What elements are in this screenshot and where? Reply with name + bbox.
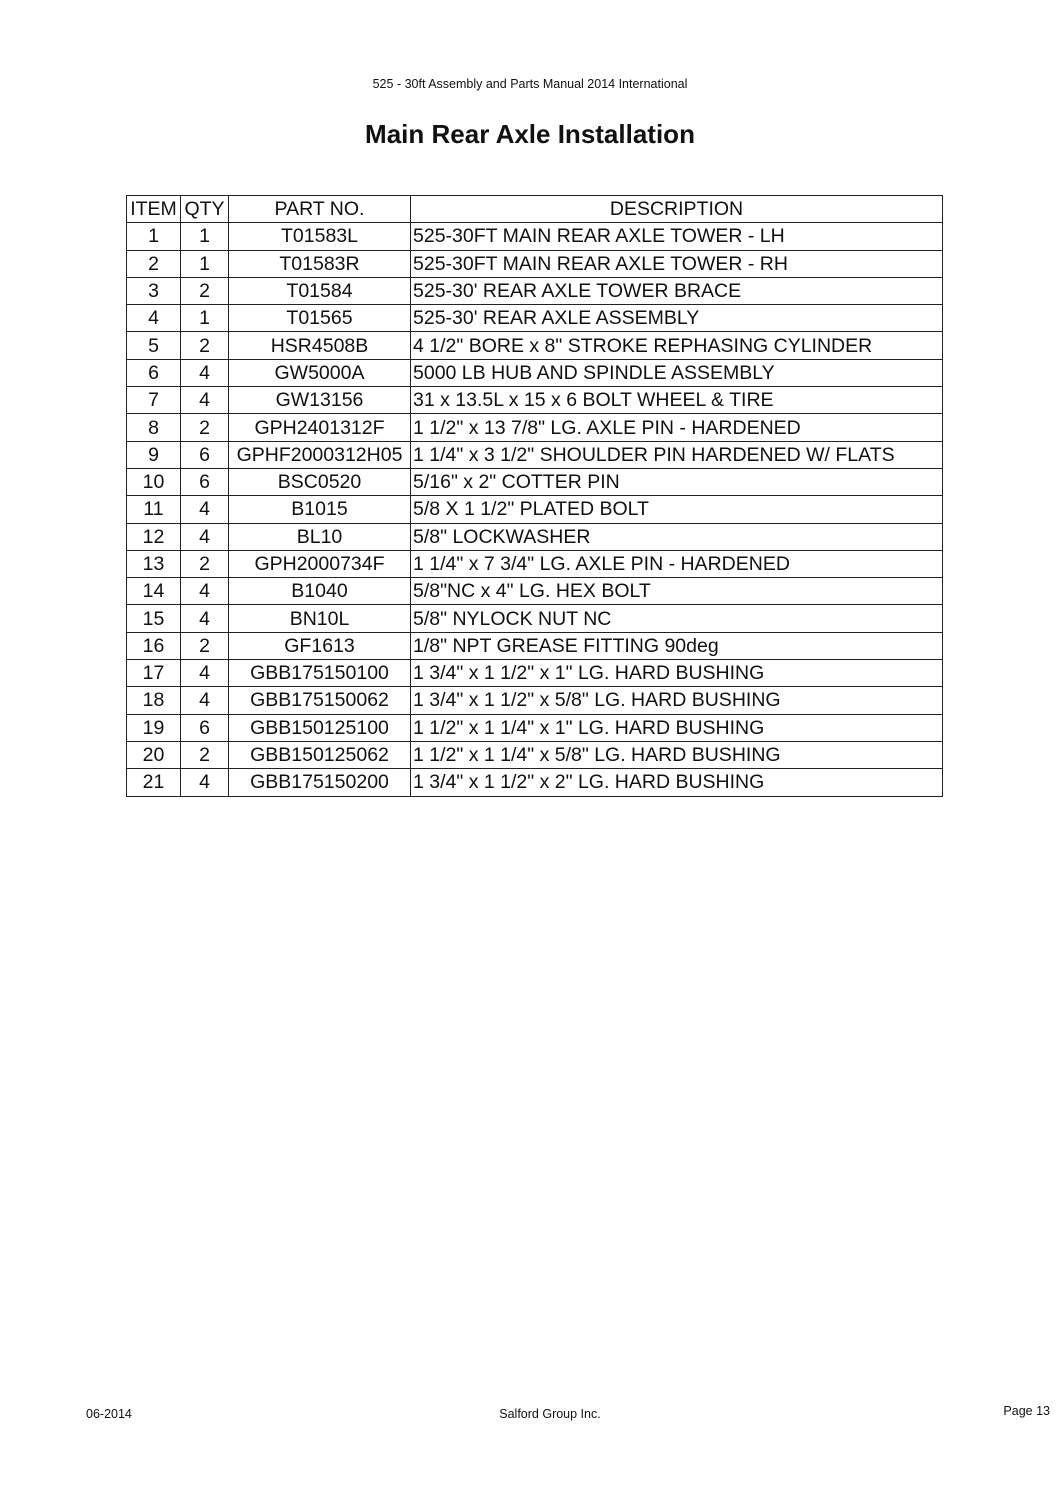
description-cell: 1 1/2" x 1 1/4" x 5/8" LG. HARD BUSHING <box>411 741 943 768</box>
part-number-cell: BSC0520 <box>229 468 411 495</box>
item-number-cell: 3 <box>127 277 181 304</box>
quantity-cell: 2 <box>181 550 229 577</box>
quantity-cell: 1 <box>181 223 229 250</box>
part-number-cell: GBB150125062 <box>229 741 411 768</box>
item-number-cell: 20 <box>127 741 181 768</box>
table-row <box>127 332 943 359</box>
part-number-cell: B1015 <box>229 496 411 523</box>
part-number-cell: T01583R <box>229 250 411 277</box>
table-row <box>127 741 943 768</box>
part-number-cell: HSR4508B <box>229 332 411 359</box>
footer-page-number: Page 13 <box>1003 1404 1050 1418</box>
item-number-cell: 5 <box>127 332 181 359</box>
column-header-item: ITEM <box>127 196 181 223</box>
description-cell: 1 1/2" x 1 1/4" x 1" LG. HARD BUSHING <box>411 714 943 741</box>
description-cell: 1 1/4" x 3 1/2" SHOULDER PIN HARDENED W/ FLATS <box>411 441 943 468</box>
item-number-cell: 21 <box>127 769 181 796</box>
item-number-cell: 14 <box>127 578 181 605</box>
description-cell: 5/8" LOCKWASHER <box>411 523 943 550</box>
table-row <box>127 414 943 441</box>
item-number-cell: 1 <box>127 223 181 250</box>
quantity-cell: 2 <box>181 332 229 359</box>
description-cell: 525-30FT MAIN REAR AXLE TOWER - LH <box>411 223 943 250</box>
quantity-cell: 4 <box>181 387 229 414</box>
item-number-cell: 2 <box>127 250 181 277</box>
table-row <box>127 632 943 659</box>
item-number-cell: 19 <box>127 714 181 741</box>
part-number-cell: BN10L <box>229 605 411 632</box>
footer-company: Salford Group Inc. <box>499 1407 601 1421</box>
quantity-cell: 4 <box>181 578 229 605</box>
part-number-cell: GBB150125100 <box>229 714 411 741</box>
part-number-cell: GBB175150062 <box>229 687 411 714</box>
quantity-cell: 2 <box>181 741 229 768</box>
description-cell: 1 3/4" x 1 1/2" x 1" LG. HARD BUSHING <box>411 660 943 687</box>
description-cell: 4 1/2" BORE x 8" STROKE REPHASING CYLINDER <box>411 332 943 359</box>
part-number-cell: BL10 <box>229 523 411 550</box>
quantity-cell: 2 <box>181 632 229 659</box>
table-row <box>127 387 943 414</box>
part-number-cell: GF1613 <box>229 632 411 659</box>
part-number-cell: GPHF2000312H05 <box>229 441 411 468</box>
item-number-cell: 10 <box>127 468 181 495</box>
item-number-cell: 15 <box>127 605 181 632</box>
part-number-cell: GW13156 <box>229 387 411 414</box>
quantity-cell: 4 <box>181 769 229 796</box>
quantity-cell: 2 <box>181 277 229 304</box>
part-number-cell: GPH2000734F <box>229 550 411 577</box>
description-cell: 5/16" x 2" COTTER PIN <box>411 468 943 495</box>
quantity-cell: 2 <box>181 414 229 441</box>
quantity-cell: 4 <box>181 605 229 632</box>
quantity-cell: 6 <box>181 441 229 468</box>
part-number-cell: GBB175150100 <box>229 660 411 687</box>
table-row <box>127 550 943 577</box>
quantity-cell: 4 <box>181 496 229 523</box>
quantity-cell: 4 <box>181 687 229 714</box>
parts-table <box>126 195 943 797</box>
column-header-description: DESCRIPTION <box>411 196 943 223</box>
quantity-cell: 4 <box>181 660 229 687</box>
quantity-cell: 1 <box>181 305 229 332</box>
part-number-cell: GPH2401312F <box>229 414 411 441</box>
description-cell: 5/8 X 1 1/2" PLATED BOLT <box>411 496 943 523</box>
description-cell: 5/8" NYLOCK NUT NC <box>411 605 943 632</box>
description-cell: 525-30FT MAIN REAR AXLE TOWER - RH <box>411 250 943 277</box>
table-row <box>127 578 943 605</box>
item-number-cell: 9 <box>127 441 181 468</box>
parts-table-body <box>127 223 943 796</box>
item-number-cell: 8 <box>127 414 181 441</box>
quantity-cell: 6 <box>181 714 229 741</box>
quantity-cell: 1 <box>181 250 229 277</box>
table-header-row <box>127 196 943 223</box>
item-number-cell: 18 <box>127 687 181 714</box>
item-number-cell: 13 <box>127 550 181 577</box>
description-cell: 1 1/4" x 7 3/4" LG. AXLE PIN - HARDENED <box>411 550 943 577</box>
item-number-cell: 11 <box>127 496 181 523</box>
table-row <box>127 223 943 250</box>
table-row <box>127 277 943 304</box>
table-row <box>127 359 943 386</box>
item-number-cell: 12 <box>127 523 181 550</box>
part-number-cell: T01584 <box>229 277 411 304</box>
table-row <box>127 714 943 741</box>
description-cell: 525-30' REAR AXLE ASSEMBLY <box>411 305 943 332</box>
part-number-cell: B1040 <box>229 578 411 605</box>
table-row <box>127 468 943 495</box>
item-number-cell: 17 <box>127 660 181 687</box>
part-number-cell: GBB175150200 <box>229 769 411 796</box>
quantity-cell: 4 <box>181 523 229 550</box>
description-cell: 31 x 13.5L x 15 x 6 BOLT WHEEL & TIRE <box>411 387 943 414</box>
quantity-cell: 4 <box>181 359 229 386</box>
table-row <box>127 769 943 796</box>
page-title: Main Rear Axle Installation <box>365 119 695 149</box>
item-number-cell: 4 <box>127 305 181 332</box>
document-header: 525 - 30ft Assembly and Parts Manual 2014 International <box>372 77 688 91</box>
table-row <box>127 305 943 332</box>
table-row <box>127 605 943 632</box>
description-cell: 5000 LB HUB AND SPINDLE ASSEMBLY <box>411 359 943 386</box>
column-header-qty: QTY <box>181 196 229 223</box>
item-number-cell: 16 <box>127 632 181 659</box>
description-cell: 525-30' REAR AXLE TOWER BRACE <box>411 277 943 304</box>
description-cell: 1/8" NPT GREASE FITTING 90deg <box>411 632 943 659</box>
description-cell: 1 3/4" x 1 1/2" x 5/8" LG. HARD BUSHING <box>411 687 943 714</box>
table-row <box>127 687 943 714</box>
description-cell: 5/8"NC x 4" LG. HEX BOLT <box>411 578 943 605</box>
table-row <box>127 496 943 523</box>
table-row <box>127 523 943 550</box>
table-row <box>127 250 943 277</box>
description-cell: 1 3/4" x 1 1/2" x 2" LG. HARD BUSHING <box>411 769 943 796</box>
item-number-cell: 6 <box>127 359 181 386</box>
table-row <box>127 660 943 687</box>
table-row <box>127 441 943 468</box>
column-header-part-no: PART NO. <box>229 196 411 223</box>
footer-date: 06-2014 <box>86 1407 132 1421</box>
description-cell: 1 1/2" x 13 7/8" LG. AXLE PIN - HARDENED <box>411 414 943 441</box>
part-number-cell: T01583L <box>229 223 411 250</box>
part-number-cell: GW5000A <box>229 359 411 386</box>
quantity-cell: 6 <box>181 468 229 495</box>
part-number-cell: T01565 <box>229 305 411 332</box>
item-number-cell: 7 <box>127 387 181 414</box>
